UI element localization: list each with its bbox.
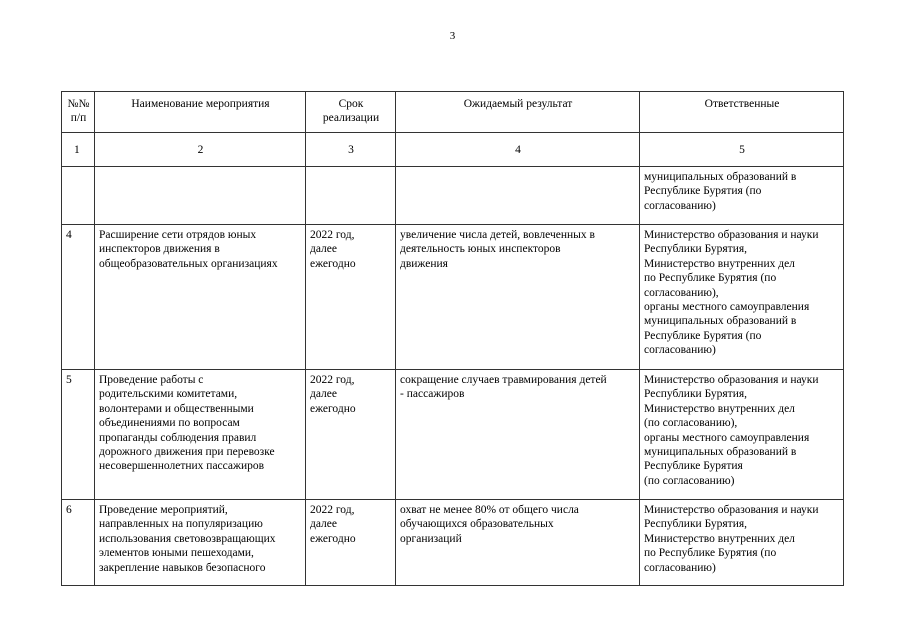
- table-row: [62, 225, 844, 370]
- text-line: охват не менее 80% от общего числа: [400, 504, 579, 516]
- text-line: инспекторов движения в: [99, 243, 220, 256]
- text-line: ежегодно: [310, 532, 356, 545]
- responsible: [640, 370, 844, 500]
- text-line: закрепление навыков безопасного: [99, 561, 266, 574]
- column-number: 4: [396, 133, 640, 167]
- text-line: далее: [310, 518, 338, 531]
- table-row: [62, 370, 844, 500]
- responsible: [640, 167, 844, 225]
- expected-result: [396, 167, 640, 225]
- text-line: Республике Бурятия (по: [644, 329, 762, 342]
- responsible: [640, 225, 844, 370]
- text-line: далее: [310, 388, 338, 401]
- text-line: Министерство внутренних дел: [644, 532, 795, 545]
- text-line: сокращение случаев травмирования детей: [400, 374, 607, 386]
- text-line: Расширение сети отрядов юных: [99, 229, 257, 241]
- term: [306, 225, 396, 370]
- text-line: родительскими комитетами,: [99, 388, 238, 401]
- measures-table: [61, 91, 844, 586]
- text-line: Министерство внутренних дел: [644, 402, 795, 415]
- text-line: ежегодно: [310, 257, 356, 270]
- text-line: по Республике Бурятия (по: [644, 547, 777, 560]
- header-result: Ожидаемый результат: [396, 92, 640, 133]
- measure-name: [95, 225, 306, 370]
- column-number: 5: [640, 133, 844, 167]
- text-line: 2022 год,: [310, 504, 355, 516]
- text-line: Республики Бурятия,: [644, 388, 748, 401]
- text-line: ежегодно: [310, 402, 356, 415]
- column-number: 3: [306, 133, 396, 167]
- measure-name: [95, 370, 306, 500]
- text-line: муниципальных образований в: [644, 446, 797, 459]
- text-line: элементов юными пешеходами,: [99, 547, 254, 560]
- text-line: Проведение работы с: [99, 374, 204, 386]
- row-number: [62, 167, 95, 225]
- term: [306, 167, 396, 225]
- row-number: 5: [62, 370, 95, 500]
- measure-name: [95, 500, 306, 586]
- text-line: обучающихся образовательных: [400, 518, 554, 531]
- text-line: Министерство образования и науки: [644, 374, 819, 386]
- header-number: №№ п/п: [62, 92, 95, 133]
- column-number: 1: [62, 133, 95, 167]
- expected-result: [396, 500, 640, 586]
- term: [306, 500, 396, 586]
- text-line: Министерство образования и науки: [644, 229, 819, 241]
- expected-result: [396, 370, 640, 500]
- text-line: 2022 год,: [310, 374, 355, 386]
- text-line: согласованию): [644, 199, 716, 212]
- text-line: органы местного самоуправления: [644, 431, 810, 444]
- text-line: согласованию): [644, 344, 716, 357]
- text-line: общеобразовательных организациях: [99, 257, 278, 270]
- text-line: волонтерами и общественными: [99, 402, 254, 415]
- row-number: 4: [62, 225, 95, 370]
- text-line: муниципальных образований в: [644, 171, 797, 183]
- text-line: Республики Бурятия,: [644, 518, 748, 531]
- measure-name: [95, 167, 306, 225]
- text-line: направленных на популяризацию: [99, 518, 263, 531]
- text-line: Министерство внутренних дел: [644, 257, 795, 270]
- text-line: согласованию): [644, 561, 716, 574]
- table-row: [62, 500, 844, 586]
- text-line: Республике Бурятия (по: [644, 185, 762, 198]
- text-line: увеличение числа детей, вовлеченных в: [400, 229, 595, 241]
- header-term: Срок реализации: [306, 92, 396, 133]
- text-line: несовершеннолетних пассажиров: [99, 460, 265, 473]
- column-number: 2: [95, 133, 306, 167]
- term: [306, 370, 396, 500]
- row-number: 6: [62, 500, 95, 586]
- text-line: Министерство образования и науки: [644, 504, 819, 516]
- responsible: [640, 500, 844, 586]
- page-number: 3: [449, 30, 456, 42]
- text-line: объединениями по вопросам: [99, 417, 240, 430]
- text-line: деятельность юных инспекторов: [400, 243, 561, 256]
- text-line: Республики Бурятия,: [644, 243, 748, 256]
- table-header-row: [62, 92, 844, 133]
- text-line: Республике Бурятия: [644, 460, 743, 473]
- text-line: муниципальных образований в: [644, 315, 797, 328]
- text-line: Проведение мероприятий,: [99, 504, 228, 516]
- text-line: далее: [310, 243, 338, 256]
- text-line: согласованию),: [644, 286, 719, 299]
- text-line: движения: [400, 257, 448, 270]
- text-line: организаций: [400, 532, 462, 545]
- text-line: по Республике Бурятия (по: [644, 272, 777, 285]
- text-line: 2022 год,: [310, 229, 355, 241]
- text-line: органы местного самоуправления: [644, 301, 810, 314]
- text-line: (по согласованию),: [644, 417, 738, 430]
- column-numbers-row: [62, 133, 844, 167]
- text-line: использования световозвращающих: [99, 532, 276, 545]
- text-line: дорожного движения при перевозке: [99, 446, 275, 459]
- header-responsible: Ответственные: [640, 92, 844, 133]
- text-line: (по согласованию): [644, 474, 735, 487]
- text-line: - пассажиров: [400, 388, 465, 401]
- text-line: пропаганды соблюдения правил: [99, 431, 257, 444]
- table-row: [62, 167, 844, 225]
- header-name: Наименование мероприятия: [95, 92, 306, 133]
- expected-result: [396, 225, 640, 370]
